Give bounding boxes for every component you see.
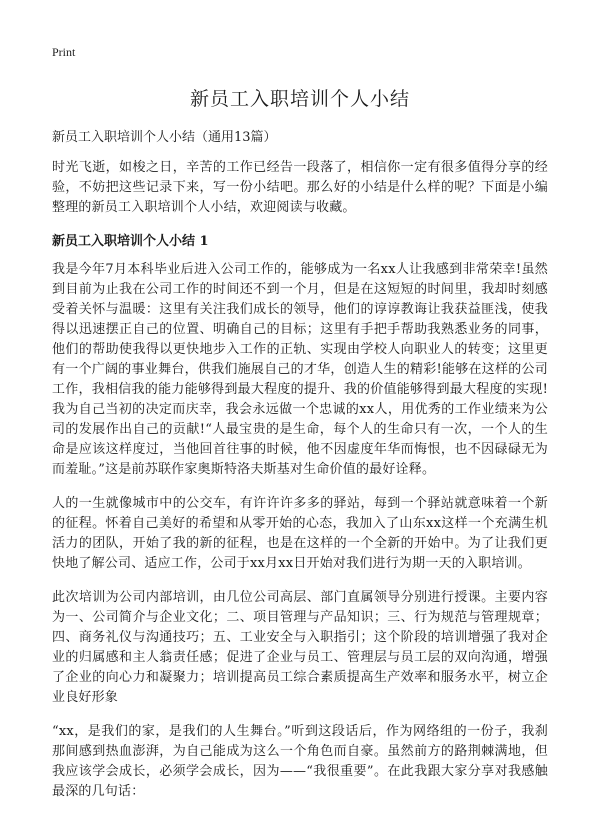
body-paragraph-3: 此次培训为公司内部培训，由几位公司高层、部门直属领导分别进行授课。主要内容为一、公司简介与企业文化；二、项目管理与产品知识；三、行为规范与管理规章；四、商务礼仪与沟通技巧；五、工业安全与入职指引；这个阶段的培训增强了我对企业的归属感和主人翁责任感；促进了企业与员工、管理层与员工层的双向沟通，增强了企业的向心力和凝聚力；培训提高员工综合素质提高生产效率和服务水平，树立企业良好形象 (52, 590, 548, 705)
page-title: 新员工入职培训个人小结 (189, 88, 410, 110)
body-paragraph-1: 我是今年7月本科毕业后进入公司工作的，能够成为一名xx人让我感到非常荣幸!虽然到目前为止我在公司工作的时间还不到一个月，但是在这短短的时间里，我却时刻感受着关怀与温暖：这里有关注我们成长的领导，他们的谆谆教诲让我获益匪浅，使我得以迅速摆正自己的位置、明确自己的目标；这里有手把手帮助我熟悉业务的同事，他们的帮助使我得以更快地步入工作的正轨、实现由学校人向职业人的转变；这里更有一个广阔的事业舞台，供我们施展自己的才华，创造人生的精彩!能够在这样的公司工作，我相信我的能力能够得到最大程度的提升、我的价值能够得到最大程度的实现!我为自己当初的决定而庆幸，我会永远做一个忠诚的xx人，用优秀的工作业绩来为公司的发展作出自己的贡献!“人最宝贵的是生命，每个人的生命只有一次，一个人的生命是应该这样度过，当他回首往事的时候，他不因虚度年华而悔恨，也不因碌碌无为而羞耻。”这是前苏联作家奥斯特洛夫斯基对生命价值的最好诠释。 (52, 262, 548, 477)
document-subtitle: 新员工入职培训个人小结（通用13篇） (52, 130, 277, 145)
body-paragraph-4: “xx，是我们的家，是我们的人生舞台。”听到这段话后，作为网络组的一份子，我刹那间感到热血澎湃，为自己能成为这么一个角色而自豪。虽然前方的路荆棘满地，但我应该学会成长，必须学会成长，因为——“我很重要”。在此我跟大家分享对我感触最深的几句话： (52, 724, 548, 799)
body-paragraph-2: 人的一生就像城市中的公交车，有许许许多多的驿站，每到一个驿站就意味着一个新的征程。怀着自己美好的希望和从零开始的心态，我加入了山东xx这样一个充满生机活力的团队，开始了我的新的征程，也是在这样的一个全新的开始中。为了让我们更快地了解公司、适应工作，公司于xx月xx日开始对我们进行为期一天的入职培训。 (52, 496, 548, 571)
intro-paragraph: 时光飞逝，如梭之日，辛苦的工作已经告一段落了，相信你一定有很多值得分享的经验，不妨把这些记录下来，写一份小结吧。那么好的小结是什么样的呢？下面是小编整理的新员工入职培训个人小结，欢迎阅读与收藏。 (52, 160, 548, 215)
print-link[interactable]: Print (52, 45, 76, 59)
section-heading: 新员工入职培训个人小结 1 (52, 234, 209, 249)
